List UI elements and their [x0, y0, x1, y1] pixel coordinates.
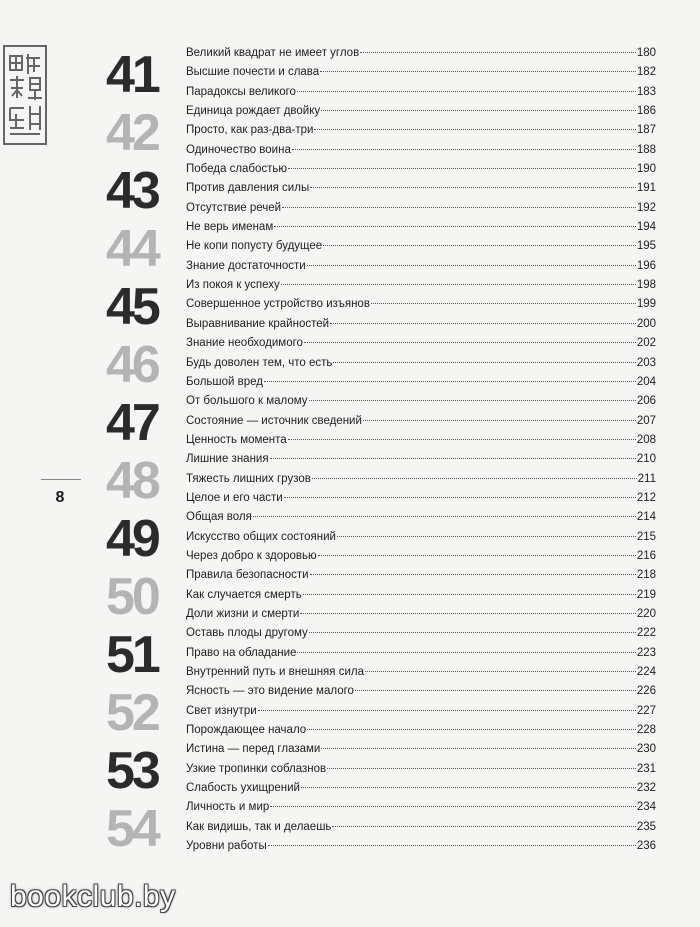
- toc-entry-title: Парадоксы великого: [186, 85, 296, 98]
- toc-entry-page: 203: [636, 356, 656, 369]
- toc-entry[interactable]: [186, 798, 656, 817]
- toc-entry-page: 198: [636, 279, 656, 292]
- dot-leader: [310, 574, 636, 575]
- dot-leader: [258, 710, 636, 711]
- dot-leader: [309, 632, 636, 633]
- toc-entry[interactable]: [186, 412, 656, 431]
- toc-entry-title: Уровни работы: [186, 840, 267, 853]
- toc-entry-page: 195: [636, 240, 656, 253]
- toc-entry[interactable]: [186, 586, 656, 605]
- dot-leader: [307, 265, 636, 266]
- toc-entry[interactable]: [186, 489, 656, 508]
- chapter-number: 51: [106, 626, 158, 684]
- toc-entry-title: Узкие тропинки соблазнов: [186, 762, 327, 775]
- toc-entry-title: Целое и его части: [186, 491, 283, 504]
- toc-entry[interactable]: [186, 644, 656, 663]
- dot-leader: [310, 187, 636, 188]
- toc-entry-title: Не копи попусту будущее: [186, 240, 323, 253]
- toc-entry-title: Будь доволен тем, что есть: [186, 356, 333, 369]
- toc-entry[interactable]: [186, 257, 656, 276]
- toc-entry[interactable]: [186, 315, 656, 334]
- dot-leader: [365, 671, 636, 672]
- toc-entry-page: 196: [636, 259, 656, 272]
- toc-entry[interactable]: [186, 818, 656, 837]
- dot-leader: [281, 284, 636, 285]
- toc-entry-title: Выравнивание крайностей: [186, 317, 330, 330]
- toc-entry-page: 234: [636, 801, 656, 814]
- toc-entry-page: 216: [636, 549, 656, 562]
- toc-entry-page: 224: [636, 666, 656, 678]
- toc-entry-title: Свет изнутри: [186, 704, 257, 717]
- dot-leader: [314, 129, 635, 130]
- toc-entry-title: Ценность момента: [186, 433, 287, 446]
- chinese-seal-stamp-icon: [2, 44, 48, 146]
- toc-entry-page: 219: [636, 588, 656, 601]
- dot-leader: [264, 381, 636, 382]
- toc-entry-title: Слабость ухищрений: [186, 782, 300, 795]
- toc-entry-title: Как видишь, так и делаешь: [186, 820, 332, 833]
- toc-entry-title: Одиночество воина: [186, 143, 291, 156]
- dot-leader: [371, 303, 636, 304]
- chapter-number: 48: [106, 452, 158, 510]
- toc-entry-title: Победа слабостью: [186, 163, 288, 176]
- dot-leader: [303, 594, 636, 595]
- toc-entry[interactable]: [186, 44, 656, 63]
- toc-entry-title: Знание необходимого: [186, 337, 303, 350]
- toc-entry[interactable]: [186, 760, 656, 779]
- toc-entry-page: 199: [636, 298, 656, 311]
- toc-entry[interactable]: [186, 102, 656, 121]
- toc-entry[interactable]: [186, 528, 656, 547]
- toc-entry-page: 188: [636, 143, 656, 156]
- toc-entry-title: Оставь плоды другому: [186, 627, 308, 640]
- dot-leader: [321, 748, 635, 749]
- toc-entry-title: Правила безопасности: [186, 569, 309, 582]
- toc-entry-page: 218: [636, 569, 656, 582]
- dot-leader: [360, 52, 636, 53]
- toc-entry-page: 180: [636, 47, 656, 59]
- toc-entry[interactable]: [186, 721, 656, 740]
- dot-leader: [321, 110, 636, 111]
- toc-entry[interactable]: [186, 837, 656, 856]
- dot-leader: [253, 516, 636, 517]
- toc-entry-page: 208: [636, 433, 656, 446]
- dot-leader: [297, 91, 636, 92]
- toc-entry-page: 235: [636, 820, 656, 833]
- chapter-number: 49: [106, 510, 158, 568]
- toc-entry[interactable]: [186, 237, 656, 256]
- dot-leader: [268, 845, 636, 846]
- toc-entry-title: Порождающее начало: [186, 724, 307, 737]
- dot-leader: [332, 826, 635, 827]
- toc-entry[interactable]: [186, 141, 656, 160]
- toc-entry-page: 231: [636, 762, 656, 775]
- toc-entry[interactable]: [186, 779, 656, 798]
- dot-leader: [300, 613, 636, 614]
- toc-entry-title: Личность и мир: [186, 801, 270, 814]
- toc-entry-title: Как случается смерть: [186, 588, 302, 601]
- dot-leader: [282, 207, 636, 208]
- chapter-number: 41: [106, 46, 158, 104]
- toc-entry-page: 206: [636, 395, 656, 408]
- toc-entry-title: Просто, как раз-два-три: [186, 124, 314, 137]
- dot-leader: [284, 497, 636, 498]
- chapter-number: 50: [106, 568, 158, 626]
- toc-entry[interactable]: [186, 740, 656, 759]
- toc-entry-title: Большой вред: [186, 375, 263, 388]
- toc-entry[interactable]: [186, 547, 656, 566]
- toc-entry-page: 182: [636, 66, 656, 79]
- toc-entry-title: Через добро к здоровью: [186, 549, 317, 562]
- toc-entry-page: 215: [636, 530, 656, 543]
- margin-rule: [41, 479, 81, 480]
- toc-entry[interactable]: [186, 334, 656, 353]
- toc-entry-page: 210: [636, 453, 656, 466]
- toc-entry-page: 232: [636, 782, 656, 795]
- toc-entry-page: 222: [636, 627, 656, 640]
- chapter-number: 54: [106, 800, 158, 858]
- toc-entry[interactable]: [186, 508, 656, 527]
- toc-entry-page: 190: [636, 163, 656, 176]
- toc-entry-title: Ясность — это видение малого: [186, 685, 354, 698]
- toc-entry-page: 183: [636, 85, 656, 98]
- toc-entry-page: 202: [636, 337, 656, 350]
- page-number: 8: [55, 489, 65, 506]
- toc-entry[interactable]: [186, 354, 656, 373]
- dot-leader: [312, 478, 637, 479]
- dot-leader: [288, 168, 636, 169]
- dot-leader: [270, 458, 636, 459]
- toc-entry[interactable]: [186, 83, 656, 102]
- toc-entry-title: Великий квадрат не имеет углов: [186, 47, 360, 59]
- dot-leader: [330, 323, 636, 324]
- toc-entry-page: 191: [636, 182, 656, 195]
- toc-entry[interactable]: [186, 702, 656, 721]
- toc-entry[interactable]: [186, 218, 656, 237]
- dot-leader: [337, 536, 636, 537]
- toc-entry[interactable]: [186, 566, 656, 585]
- dot-leader: [288, 439, 636, 440]
- toc-entry-page: 230: [636, 743, 656, 756]
- toc-entry-page: 236: [636, 840, 656, 853]
- toc-entry-page: 223: [636, 646, 656, 659]
- toc-entry-title: Внутренний путь и внешняя сила: [186, 666, 364, 678]
- dot-leader: [318, 555, 636, 556]
- toc-entry-title: Знание достаточности: [186, 259, 306, 272]
- dot-leader: [363, 420, 636, 421]
- dot-leader: [355, 690, 636, 691]
- chapter-number: 47: [106, 394, 158, 452]
- toc-entry-page: 192: [636, 201, 656, 214]
- toc-entry-title: Против давления силы: [186, 182, 310, 195]
- toc-entry-page: 226: [636, 685, 656, 698]
- toc-entry-page: 200: [636, 317, 656, 330]
- toc-entry-title: Доли жизни и смерти: [186, 607, 300, 620]
- toc-entry[interactable]: [186, 470, 656, 489]
- toc-entry-title: Не верь именам: [186, 221, 274, 234]
- toc-entry-page: 214: [636, 511, 656, 524]
- toc-entry[interactable]: [186, 663, 656, 682]
- chapter-number: 44: [106, 220, 158, 278]
- toc-entry-title: От большого к малому: [186, 395, 308, 408]
- toc-entry-title: Состояние — источник сведений: [186, 414, 362, 427]
- chapter-number: 43: [106, 162, 158, 220]
- dot-leader: [304, 342, 636, 343]
- chapter-number: 46: [106, 336, 158, 394]
- dot-leader: [327, 768, 636, 769]
- toc-entry[interactable]: [186, 179, 656, 198]
- toc-entry[interactable]: [186, 450, 656, 469]
- toc-entry[interactable]: [186, 160, 656, 179]
- toc-entry-page: 212: [636, 491, 656, 504]
- dot-leader: [297, 652, 635, 653]
- toc-entry[interactable]: [186, 276, 656, 295]
- toc-entry-title: Право на обладание: [186, 646, 297, 659]
- dot-leader: [323, 245, 636, 246]
- toc-entry[interactable]: [186, 373, 656, 392]
- toc-entry[interactable]: [186, 392, 656, 411]
- table-of-contents: [186, 44, 656, 856]
- toc-entry-page: 187: [636, 124, 656, 137]
- toc-entry-page: 220: [636, 607, 656, 620]
- toc-entry[interactable]: [186, 682, 656, 701]
- dot-leader: [333, 362, 635, 363]
- watermark: bookclub.by: [10, 880, 176, 913]
- toc-entry[interactable]: [186, 624, 656, 643]
- toc-entry[interactable]: [186, 295, 656, 314]
- chapter-number: 53: [106, 742, 158, 800]
- dot-leader: [274, 226, 636, 227]
- toc-entry-page: 194: [636, 221, 656, 234]
- toc-entry[interactable]: [186, 431, 656, 450]
- toc-entry-page: 207: [636, 414, 656, 427]
- toc-entry-title: Тяжесть лишних грузов: [186, 472, 311, 485]
- toc-entry-page: 204: [636, 375, 656, 388]
- dot-leader: [307, 729, 636, 730]
- chapter-number: 45: [106, 278, 158, 336]
- dot-leader: [309, 400, 636, 401]
- toc-entry-title: Общая воля: [186, 511, 252, 524]
- toc-entry-page: 227: [636, 704, 656, 717]
- toc-entry-title: Отсутствие речей: [186, 201, 282, 214]
- dot-leader: [320, 71, 636, 72]
- toc-entry-title: Из покоя к успеху: [186, 279, 280, 292]
- toc-entry-page: 211: [637, 472, 656, 485]
- toc-entry[interactable]: [186, 605, 656, 624]
- toc-entry[interactable]: [186, 199, 656, 218]
- toc-entry-title: Лишние знания: [186, 453, 269, 466]
- toc-entry-title: Высшие почести и слава: [186, 66, 320, 79]
- dot-leader: [301, 787, 636, 788]
- chapter-number: 42: [106, 104, 158, 162]
- toc-entry-page: 186: [636, 105, 656, 118]
- dot-leader: [270, 806, 636, 807]
- toc-entry[interactable]: [186, 63, 656, 82]
- toc-entry-page: 228: [636, 724, 656, 737]
- toc-entry-title: Истина — перед глазами: [186, 743, 321, 756]
- toc-entry-title: Совершенное устройство изъянов: [186, 298, 370, 311]
- toc-entry-title: Единица рождает двойку: [186, 105, 321, 118]
- chapter-number: 52: [106, 684, 158, 742]
- toc-entry-title: Искусство общих состояний: [186, 530, 336, 543]
- toc-entry[interactable]: [186, 121, 656, 140]
- dot-leader: [292, 149, 636, 150]
